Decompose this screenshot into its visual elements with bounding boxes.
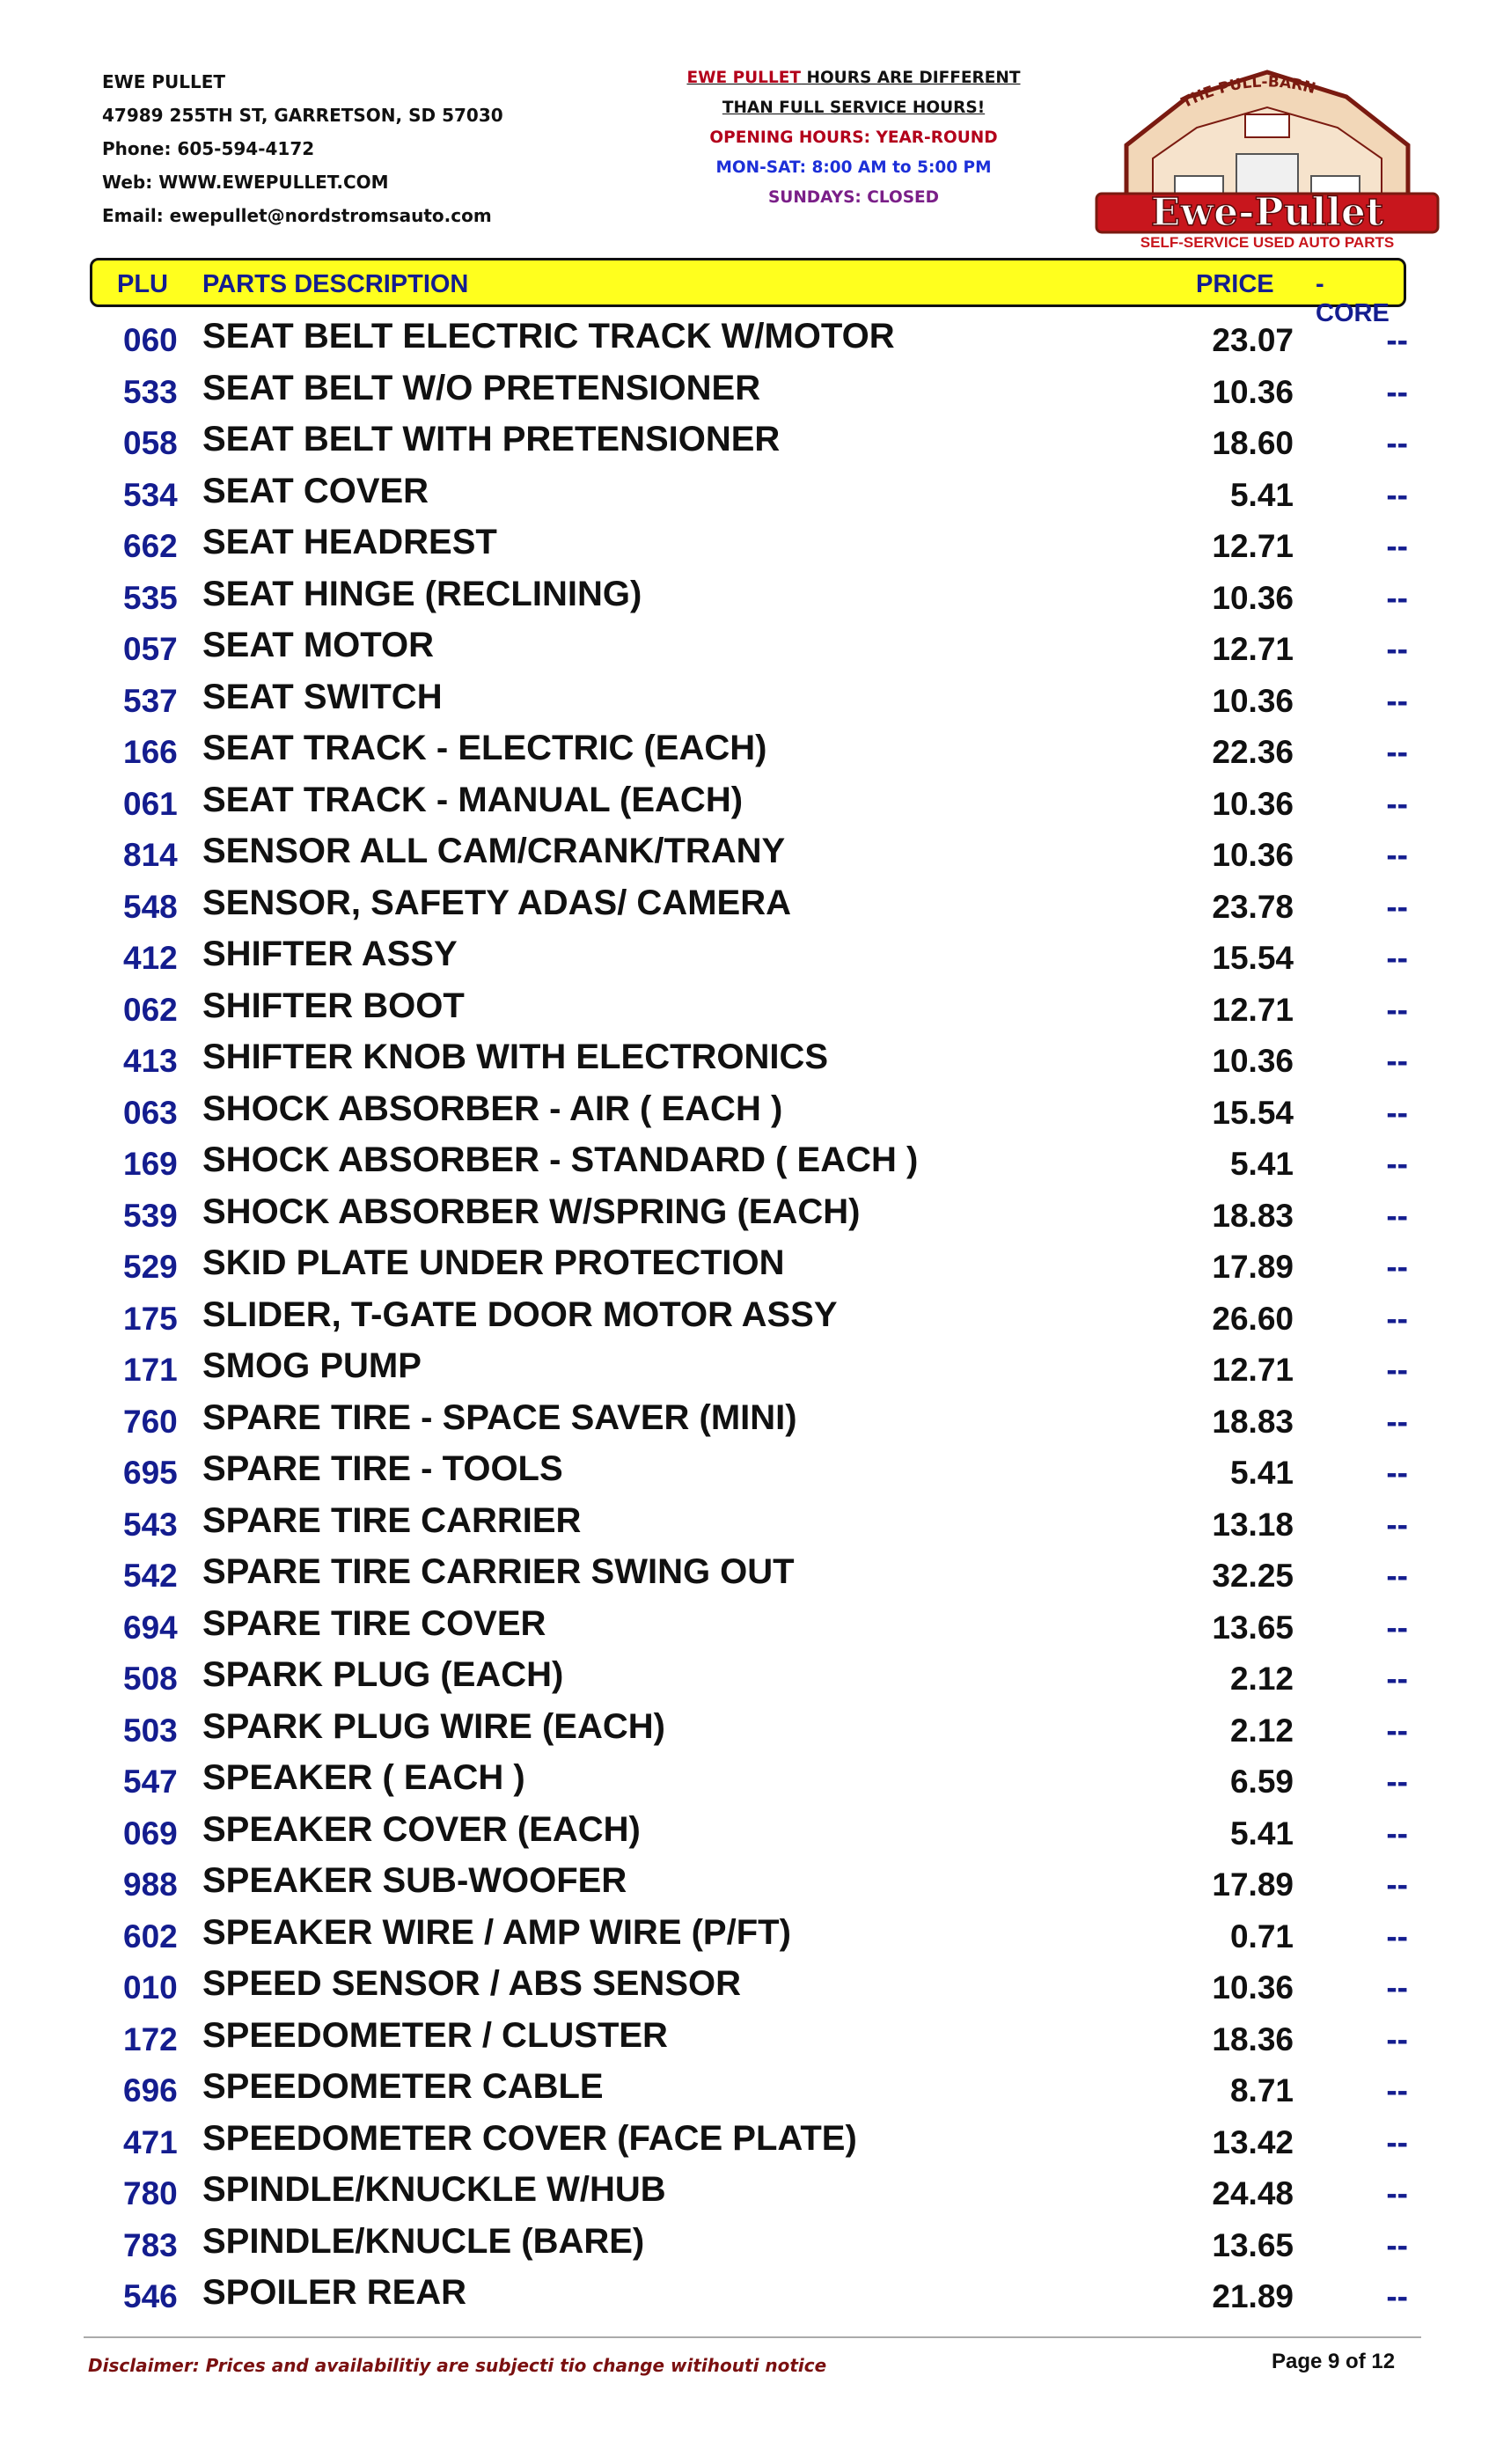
part-description: SPEAKER COVER (EACH)	[202, 1809, 641, 1849]
part-description: SPINDLE/KNUCLE (BARE)	[202, 2221, 645, 2261]
part-price: 13.42	[1212, 2123, 1294, 2160]
part-plu: 694	[123, 1609, 178, 1646]
part-plu: 662	[123, 528, 178, 564]
part-description: SENSOR ALL CAM/CRANK/TRANY	[202, 832, 786, 870]
part-description: SEAT BELT W/O PRETENSIONER	[202, 368, 761, 407]
table-row	[0, 1602, 1496, 1654]
part-price: 8.71	[1229, 2072, 1294, 2108]
part-description: SPARE TIRE - TOOLS	[202, 1449, 563, 1488]
part-price: 13.65	[1212, 2226, 1294, 2263]
part-description: SEAT TRACK - ELECTRIC (EACH)	[202, 729, 767, 767]
table-row	[0, 521, 1496, 573]
part-price: 5.41	[1229, 1455, 1294, 1491]
hours-line-2: THAN FULL SERVICE HOURS!	[722, 99, 986, 117]
part-price: 12.71	[1212, 991, 1294, 1028]
part-core: --	[1386, 1866, 1408, 1903]
part-price: 26.60	[1212, 1300, 1294, 1337]
part-plu: 783	[123, 2226, 178, 2263]
part-core: --	[1386, 888, 1408, 925]
table-row	[0, 1705, 1496, 1757]
part-plu: 602	[123, 1918, 178, 1954]
part-description: SHOCK ABSORBER W/SPRING (EACH)	[202, 1192, 861, 1231]
part-plu: 534	[123, 476, 178, 513]
part-description: SMOG PUMP	[202, 1346, 422, 1385]
part-core: --	[1386, 991, 1408, 1028]
part-price: 17.89	[1212, 1249, 1294, 1285]
part-price: 18.83	[1212, 1403, 1294, 1440]
part-price: 2.12	[1229, 1661, 1294, 1697]
part-core: --	[1386, 785, 1408, 822]
part-price: 12.71	[1212, 1352, 1294, 1388]
part-description: SEAT HEADREST	[202, 523, 497, 561]
part-plu: 172	[123, 2020, 178, 2057]
part-plu: 060	[123, 322, 178, 358]
company-web: Web: WWW.EWEPULLET.COM	[102, 172, 389, 193]
table-row	[0, 1191, 1496, 1243]
part-price: 18.60	[1212, 425, 1294, 461]
part-core: --	[1386, 2072, 1408, 2108]
column-header-bar	[90, 258, 1406, 327]
part-plu: 063	[123, 1094, 178, 1131]
part-plu: 760	[123, 1403, 178, 1440]
table-row	[0, 676, 1496, 728]
part-plu: 696	[123, 2072, 178, 2108]
part-core: --	[1386, 2020, 1408, 2057]
part-core: --	[1386, 940, 1408, 976]
table-row	[0, 1859, 1496, 1911]
part-description: SPEEDOMETER CABLE	[202, 2067, 604, 2106]
part-plu: 412	[123, 940, 178, 976]
part-description: SEAT BELT WITH PRETENSIONER	[202, 420, 781, 458]
part-description: SPOILER REAR	[202, 2273, 467, 2312]
logo-tagline: SELF-SERVICE USED AUTO PARTS	[1140, 234, 1395, 251]
company-address: 47989 255TH ST, GARRETSON, SD 57030	[102, 105, 503, 126]
part-description: SHOCK ABSORBER - STANDARD ( EACH )	[202, 1140, 919, 1179]
part-core: --	[1386, 837, 1408, 873]
table-row	[0, 2271, 1496, 2323]
part-price: 10.36	[1212, 837, 1294, 873]
part-description: SHIFTER KNOB WITH ELECTRONICS	[202, 1038, 829, 1076]
column-description: PARTS DESCRIPTION	[202, 270, 469, 298]
hours-line-4: MON-SAT: 8:00 AM to 5:00 PM	[715, 158, 992, 177]
part-plu: 529	[123, 1249, 178, 1285]
part-price: 22.36	[1212, 734, 1294, 770]
table-row	[0, 1911, 1496, 1963]
part-plu: 533	[123, 373, 178, 410]
part-core: --	[1386, 1146, 1408, 1182]
part-core: --	[1386, 1197, 1408, 1234]
part-plu: 169	[123, 1146, 178, 1182]
part-description: SEAT MOTOR	[202, 626, 434, 664]
part-plu: 061	[123, 785, 178, 822]
part-core: --	[1386, 476, 1408, 513]
part-core: --	[1386, 1455, 1408, 1491]
table-row	[0, 779, 1496, 831]
part-price: 10.36	[1212, 785, 1294, 822]
part-plu: 508	[123, 1661, 178, 1697]
part-plu: 171	[123, 1352, 178, 1388]
part-core: --	[1386, 631, 1408, 667]
part-description: SPARK PLUG WIRE (EACH)	[202, 1706, 665, 1746]
table-row	[0, 1294, 1496, 1346]
disclaimer: Disclaimer: Prices and availabilitiy are subjecti tio change witihouti notice	[88, 2355, 827, 2376]
part-price: 18.83	[1212, 1197, 1294, 1234]
part-description: SPEAKER SUB-WOOFER	[202, 1861, 627, 1900]
part-plu: 543	[123, 1506, 178, 1543]
part-plu: 010	[123, 1969, 178, 2006]
table-row	[0, 2014, 1496, 2066]
table-row	[0, 1088, 1496, 1140]
part-description: SEAT SWITCH	[202, 677, 443, 716]
table-row	[0, 1397, 1496, 1448]
part-price: 5.41	[1229, 1815, 1294, 1852]
ewe-pullet-logo	[1091, 62, 1443, 251]
part-description: SPEEDOMETER COVER (FACE PLATE)	[202, 2118, 857, 2158]
part-plu: 057	[123, 631, 178, 667]
part-description: SPARE TIRE CARRIER	[202, 1500, 582, 1540]
table-row	[0, 1242, 1496, 1294]
part-core: --	[1386, 579, 1408, 616]
part-description: SPEED SENSOR / ABS SENSOR	[202, 1964, 741, 2003]
part-core: --	[1386, 2123, 1408, 2160]
table-row	[0, 470, 1496, 522]
page-number: Page 9 of 12	[1272, 2350, 1396, 2373]
part-core: --	[1386, 1764, 1408, 1800]
part-plu: 546	[123, 2278, 178, 2314]
part-core: --	[1386, 1043, 1408, 1079]
part-description: SPEEDOMETER / CLUSTER	[202, 2015, 668, 2055]
part-core: --	[1386, 1918, 1408, 1954]
part-plu: 548	[123, 888, 178, 925]
part-price: 10.36	[1212, 373, 1294, 410]
part-price: 5.41	[1229, 1146, 1294, 1182]
part-core: --	[1386, 1352, 1408, 1388]
logo-arc-text: THE PULL-BARN	[1178, 73, 1318, 113]
part-core: --	[1386, 2226, 1408, 2263]
part-price: 32.25	[1212, 1558, 1294, 1594]
part-price: 0.71	[1229, 1918, 1294, 1954]
part-plu: 062	[123, 991, 178, 1028]
hours-notice	[669, 63, 1038, 213]
part-core: --	[1386, 1712, 1408, 1749]
part-core: --	[1386, 2278, 1408, 2314]
part-core: --	[1386, 1403, 1408, 1440]
part-price: 5.41	[1229, 476, 1294, 513]
part-price: 23.78	[1212, 888, 1294, 925]
part-description: SHOCK ABSORBER - AIR ( EACH )	[202, 1089, 783, 1128]
part-plu: 988	[123, 1866, 178, 1903]
part-plu: 695	[123, 1455, 178, 1491]
table-row	[0, 624, 1496, 676]
part-description: SEAT HINGE (RECLINING)	[202, 574, 642, 613]
part-core: --	[1386, 1506, 1408, 1543]
hours-line-1	[669, 63, 1038, 93]
table-row	[0, 367, 1496, 419]
part-plu: 814	[123, 837, 178, 873]
table-row	[0, 830, 1496, 882]
part-core: --	[1386, 1661, 1408, 1697]
table-row	[0, 1756, 1496, 1808]
part-core: --	[1386, 1558, 1408, 1594]
part-price: 6.59	[1229, 1764, 1294, 1800]
part-plu: 535	[123, 579, 178, 616]
part-price: 13.18	[1212, 1506, 1294, 1543]
part-core: --	[1386, 1094, 1408, 1131]
part-plu: 542	[123, 1558, 178, 1594]
company-email: Email: ewepullet@nordstromsauto.com	[102, 205, 492, 226]
hours-line-1-rest: HOURS ARE DIFFERENT	[801, 69, 1021, 87]
table-row	[0, 882, 1496, 934]
part-description: SEAT TRACK - MANUAL (EACH)	[202, 780, 744, 819]
company-info	[102, 65, 503, 232]
part-core: --	[1386, 1815, 1408, 1852]
part-core: --	[1386, 1609, 1408, 1646]
part-description: SENSOR, SAFETY ADAS/ CAMERA	[202, 883, 791, 922]
table-row	[0, 1654, 1496, 1705]
part-plu: 503	[123, 1712, 178, 1749]
table-row	[0, 1962, 1496, 2014]
part-description: SHIFTER BOOT	[202, 986, 465, 1025]
logo-brand: Ewe-Pullet	[1150, 190, 1384, 235]
part-description: SHIFTER ASSY	[202, 935, 458, 973]
part-core: --	[1386, 2175, 1408, 2211]
table-row	[0, 1036, 1496, 1088]
part-price: 24.48	[1212, 2175, 1294, 2211]
table-row	[0, 1500, 1496, 1551]
part-price: 12.71	[1212, 528, 1294, 564]
part-description: SPARE TIRE - SPACE SAVER (MINI)	[202, 1397, 797, 1437]
part-core: --	[1386, 1249, 1408, 1285]
column-core: - CORE	[1316, 270, 1390, 327]
part-price: 18.36	[1212, 2020, 1294, 2057]
part-price: 10.36	[1212, 1969, 1294, 2006]
table-row	[0, 1448, 1496, 1500]
column-price: PRICE	[1196, 270, 1274, 298]
table-row	[0, 1551, 1496, 1602]
part-plu: 069	[123, 1815, 178, 1852]
hours-line-5: SUNDAYS: CLOSED	[767, 188, 940, 207]
column-plu: PLU	[117, 270, 168, 298]
part-core: --	[1386, 528, 1408, 564]
table-row	[0, 2065, 1496, 2117]
part-plu: 780	[123, 2175, 178, 2211]
part-price: 21.89	[1212, 2278, 1294, 2314]
part-price: 10.36	[1212, 1043, 1294, 1079]
table-row	[0, 315, 1496, 367]
part-description: SEAT BELT ELECTRIC TRACK W/MOTOR	[202, 317, 895, 356]
part-price: 17.89	[1212, 1866, 1294, 1903]
table-row	[0, 985, 1496, 1037]
table-row	[0, 2220, 1496, 2272]
part-plu: 471	[123, 2123, 178, 2160]
part-core: --	[1386, 425, 1408, 461]
table-row	[0, 2168, 1496, 2220]
part-description: SPEAKER ( EACH )	[202, 1758, 525, 1797]
part-price: 23.07	[1212, 322, 1294, 358]
parts-list	[0, 315, 1496, 2323]
table-row	[0, 933, 1496, 985]
part-price: 2.12	[1229, 1712, 1294, 1749]
table-row	[0, 1808, 1496, 1860]
part-core: --	[1386, 682, 1408, 719]
table-row	[0, 1345, 1496, 1397]
part-core: --	[1386, 373, 1408, 410]
part-price: 10.36	[1212, 682, 1294, 719]
hours-line-3: OPENING HOURS: YEAR-ROUND	[709, 128, 998, 147]
table-row	[0, 727, 1496, 779]
part-description: SLIDER, T-GATE DOOR MOTOR ASSY	[202, 1294, 838, 1334]
table-row	[0, 2117, 1496, 2169]
company-phone: Phone: 605-594-4172	[102, 138, 315, 159]
table-row	[0, 1139, 1496, 1191]
part-price: 15.54	[1212, 1094, 1294, 1131]
part-plu: 539	[123, 1197, 178, 1234]
part-plu: 537	[123, 682, 178, 719]
part-plu: 166	[123, 734, 178, 770]
part-core: --	[1386, 1300, 1408, 1337]
part-plu: 058	[123, 425, 178, 461]
part-description: SEAT COVER	[202, 471, 429, 510]
part-plu: 547	[123, 1764, 178, 1800]
part-description: SPARE TIRE COVER	[202, 1603, 546, 1643]
part-description: SPINDLE/KNUCKLE W/HUB	[202, 2170, 666, 2209]
part-description: SPARE TIRE CARRIER SWING OUT	[202, 1552, 795, 1591]
hours-brand: EWE PULLET	[686, 69, 802, 87]
part-plu: 175	[123, 1300, 178, 1337]
part-price: 10.36	[1212, 579, 1294, 616]
part-core: --	[1386, 322, 1408, 358]
table-row	[0, 573, 1496, 625]
part-description: SKID PLATE UNDER PROTECTION	[202, 1243, 785, 1282]
part-description: SPARK PLUG (EACH)	[202, 1655, 564, 1694]
part-price: 13.65	[1212, 1609, 1294, 1646]
part-core: --	[1386, 1969, 1408, 2006]
part-plu: 413	[123, 1043, 178, 1079]
part-price: 12.71	[1212, 631, 1294, 667]
part-core: --	[1386, 734, 1408, 770]
company-name: EWE PULLET	[102, 71, 226, 92]
part-price: 15.54	[1212, 940, 1294, 976]
part-description: SPEAKER WIRE / AMP WIRE (P/FT)	[202, 1912, 791, 1952]
table-row	[0, 418, 1496, 470]
footer-divider	[84, 2336, 1421, 2338]
